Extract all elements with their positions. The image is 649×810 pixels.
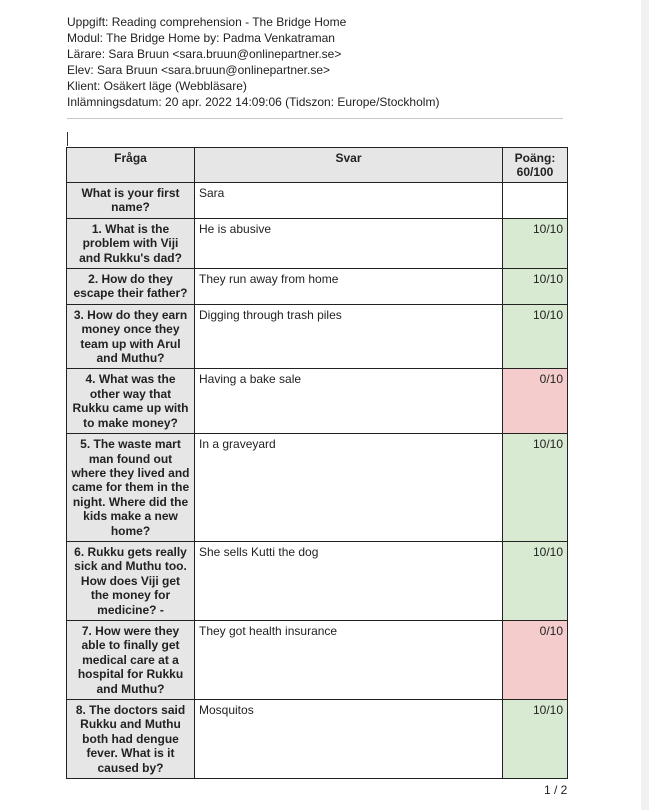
scrollbar-gutter <box>641 0 649 810</box>
text-cursor <box>67 132 68 146</box>
points-cell: 10/10 <box>503 269 568 305</box>
client-line: Klient: Osäkert läge (Webbläsare) <box>67 79 247 93</box>
points-cell: 10/10 <box>503 700 568 779</box>
column-header-answer: Svar <box>195 148 503 183</box>
results-table <box>66 147 568 779</box>
answer-cell: They run away from home <box>195 269 503 305</box>
table-row <box>67 541 568 620</box>
assignment-title: Uppgift: Reading comprehension - The Bridge Home <box>67 15 347 29</box>
question-cell: 6. Rukku gets really sick and Muthu too. How does Viji get the money for medicine? - <box>67 541 195 620</box>
answer-cell: Sara <box>195 183 503 219</box>
submission-date-line: Inlämningsdatum: 20 apr. 2022 14:09:06 (Tidszon: Europe/Stockholm) <box>67 95 440 109</box>
question-cell: 3. How do they earn money once they team up with Arul and Muthu? <box>67 304 195 369</box>
column-header-points <box>503 148 568 183</box>
points-cell: 10/10 <box>503 304 568 369</box>
table-row <box>67 434 568 542</box>
teacher-line: Lärare: Sara Bruun <sara.bruun@onlinepartner.se> <box>67 47 342 61</box>
points-cell: 0/10 <box>503 369 568 434</box>
question-cell: 4. What was the other way that Rukku came up with to make money? <box>67 369 195 434</box>
answer-cell: Having a bake sale <box>195 369 503 434</box>
assignment-header <box>67 14 439 110</box>
header-divider <box>67 118 563 119</box>
answer-cell: They got health insurance <box>195 620 503 699</box>
table-row <box>67 304 568 369</box>
module-line: Modul: The Bridge Home by: Padma Venkatraman <box>67 31 335 45</box>
question-cell: 8. The doctors said Rukku and Muthu both had dengue fever. What is it caused by? <box>67 700 195 779</box>
points-cell: 10/10 <box>503 218 568 268</box>
question-cell: 7. How were they able to finally get medical care at a hospital for Rukku and Muthu? <box>67 620 195 699</box>
table-row <box>67 269 568 305</box>
answer-cell: He is abusive <box>195 218 503 268</box>
points-cell: 10/10 <box>503 541 568 620</box>
answer-cell: Digging through trash piles <box>195 304 503 369</box>
table-row <box>67 183 568 219</box>
table-row <box>67 700 568 779</box>
points-total: Poäng: 60/100 <box>514 151 556 179</box>
question-cell: What is your first name? <box>67 183 195 219</box>
question-cell: 5. The waste mart man found out where they lived and came for them in the night. Where did the kids make a new home? <box>67 434 195 542</box>
points-cell: 0/10 <box>503 620 568 699</box>
table-row <box>67 620 568 699</box>
column-header-question: Fråga <box>67 148 195 183</box>
table-row <box>67 369 568 434</box>
table-row <box>67 218 568 268</box>
student-line: Elev: Sara Bruun <sara.bruun@onlinepartner.se> <box>67 63 331 77</box>
points-cell <box>503 183 568 219</box>
answer-cell: In a graveyard <box>195 434 503 542</box>
question-cell: 2. How do they escape their father? <box>67 269 195 305</box>
table-header-row <box>67 148 568 183</box>
answer-cell: Mosquitos <box>195 700 503 779</box>
page-number: 1 / 2 <box>544 783 568 797</box>
question-cell: 1. What is the problem with Viji and Rukku's dad? <box>67 218 195 268</box>
answer-cell: She sells Kutti the dog <box>195 541 503 620</box>
points-cell: 10/10 <box>503 434 568 542</box>
